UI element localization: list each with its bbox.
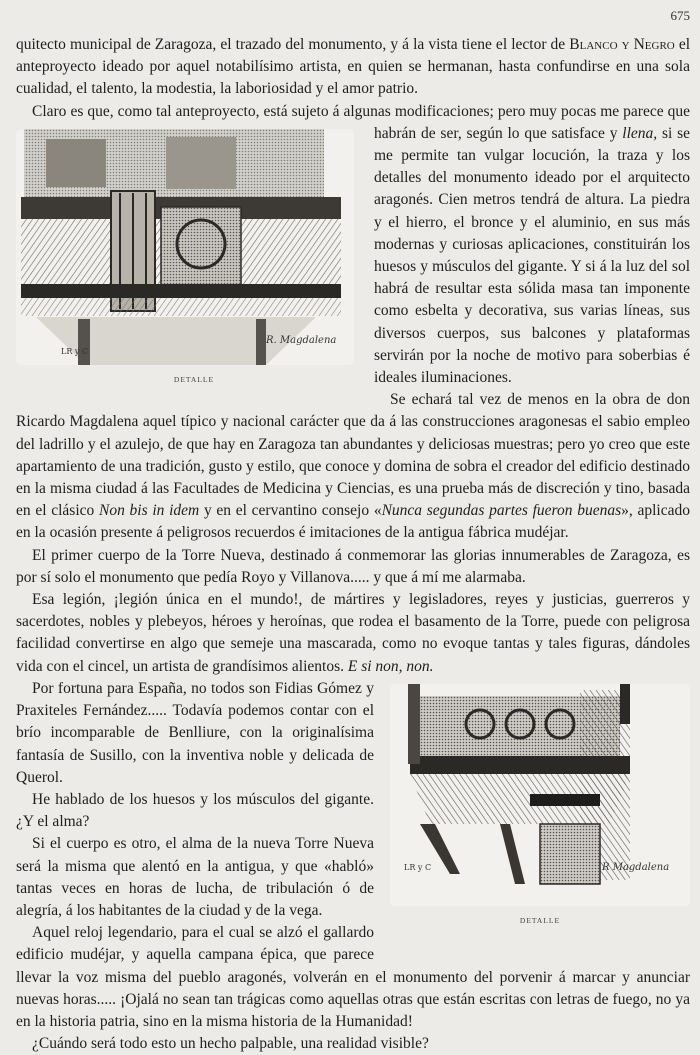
signature-left: LR y C [404,862,432,872]
tower-detail-drawing-1 [16,129,354,365]
signature-right: R Magdalena [602,861,670,873]
magazine-name: Blanco y Negro [569,36,675,53]
paragraph-9: Aquel reloj legendario, para el cual se alzó el gallardo edificio mudéjar, y aquella campana épica, que parece llevar la voz misma del pueblo aragonés, volverán en el monumento del porvenir á marcar y anunciar nuevas horas..... ¡Ojalá no sean tan trágicas como aquellas otras que están escritas con letras de fuego, no ya en la historia patria, sino en la misma historia de la Humanidad! [16,924,690,1030]
paragraph-3: Se echará tal vez de menos en la obra de don Ricardo Magdalena aquel típico y nacional carácter que da á las construcciones aragonesas el sabio empleo del ladrillo y el azulejo, de que hay en Zaragoza tan abundantes y deliciosas muestras; pero yo creo que este apartamiento de una tradición, gusto y estilo, que conoce y domina de sobra el creador del edificio destinado en la misma ciudad á las Facultades de Medicina y Ciencias, es una prueba más de discreción y tino, basada en el clásico Non bis in idem y en el cervantino consejo «Nunca segundas partes fueron buenas», aplicado en la ocasión presente á peligrosos recuerdos é imitaciones de la antigua fábrica mudéjar. [16,391,690,542]
paragraph-4: El primer cuerpo de la Torre Nueva, destinado á conmemorar las glorias innumerables de Zaragoza, es por sí solo el monumento que pedía Royo y Villanova..... y que á mí me alarmaba. [16,546,690,586]
signature-right: R. Magdalena [266,334,337,346]
illustration-right [390,684,690,944]
paragraph-6: Por fortuna para España, no todos son Fidias Gómez y Praxiteles Fernández..... Todavía podemos contar con el brío incomparable de Benlliure, con la originalísima fantasía de Susillo, con la inventiva noble y delicada de Querol. [16,679,374,786]
paragraph-7: He hablado de los huesos y los músculos del gigante. ¿Y el alma? [16,790,374,831]
article-text [16,34,690,1055]
paragraph-5: Esa legión, ¡legión única en el mundo!, de mártires y legisladores, reyes y justicias, guerreros y sacerdotes, nobles y plebeyos, héroes y heroínas, que rodea el basamento de la Torre, puede con peligrosa facilidad convertirse en algo que semeje una mascarada, como no evoque tantas y tales figuras, dándoles vida con el cincel, un artista de grandísimos alientos. E si non, non. [16,591,690,675]
figure-caption-left: DETALLE [173,374,215,384]
page-number: 675 [670,8,690,23]
paragraph-1: quitecto municipal de Zaragoza, el trazado del monumento, y á la vista tiene el lector de Blanco y Negro el anteproyecto ideado por aquel notabilísimo artista, en quien se hermanan, hasta confundirse en una sola cualidad, el talento, la modestia, la laboriosidad y el amor patrio. [16,36,691,98]
tower-detail-drawing-2 [390,684,690,906]
figure-caption-right: DETALLE [519,915,561,925]
illustration-left [16,129,356,391]
paragraph-10: ¿Cuándo será todo esto un hecho palpable, una realidad visible? [32,1035,429,1053]
paragraph-2: Claro es que, como tal anteproyecto, está sujeto á algunas modificaciones; pero muy pocas me parece que habrán de ser, según lo que satisface y llena, LR y C R. Magdalena DETALLE si se me permite tan vulgar locución, la traza y los detalles del monumento ideado por el arquitecto aragonés. Cien metros tendrá de altura. La piedra y el hierro, el bronce y el aluminio, en sus más modernas y curiosas aplicaciones, constituirán los huesos y músculos del gigante. Y si á la luz del sol habrá de resultar esta sólida masa tan imponente como esbelta y decorativa, sus varias líneas, sus diversos cuerpos, sus balcones y plataformas servirán por la noche de motivo para soberbias é ideales iluminaciones. [16,101,690,390]
signature-left: LR y C [61,346,89,356]
paragraph-8: Si el cuerpo es otro, el alma de la nueva Torre Nueva será la misma que alentó en la antigua, y que «habló» tantas veces en horas de lucha, de tribulación ó de alegría, á los habitantes de la ciudad y de la vega. [16,835,374,919]
